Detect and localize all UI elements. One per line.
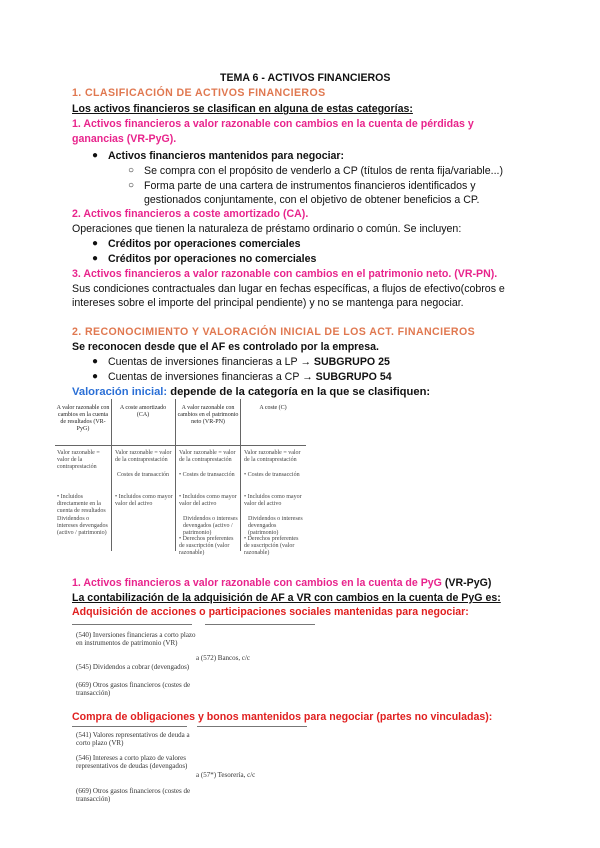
- bullet-icon: ●: [92, 253, 99, 264]
- category-2-bullet2: Créditos por operaciones no comerciales: [108, 253, 317, 265]
- table-cell: • Incluidos como mayor valor del activo: [244, 494, 302, 507]
- section-1-heading: 1. CLASIFICACIÓN DE ACTIVOS FINANCIEROS: [72, 87, 326, 99]
- category-1-bullet: Activos financieros mantenidos para negociar:: [108, 150, 345, 162]
- category-1-sub2b: gestionados conjuntamente, con el objetivo de obtener beneficios a CP.: [144, 194, 480, 206]
- journal-entry-2-debit-1: (541) Valores representativos de deuda a corto plazo (VR): [76, 731, 190, 747]
- subgroup-25: SUBGRUPO 25: [313, 356, 390, 368]
- contabilizacion-text: La contabilización de la adquisición de AF a VR con cambios en la cuenta de PyG es:: [72, 592, 501, 604]
- table-cell: Valor razonable = valor de la contraprestación: [244, 450, 301, 463]
- journal-entry-2-credit: a (57*) Tesorería, c/c: [196, 771, 256, 779]
- category-2-text: Operaciones que tienen la naturaleza de préstamo ordinario o común. Se incluyen:: [72, 223, 462, 235]
- classification-intro: Los activos financieros se clasifican en alguna de estas categorías:: [72, 103, 413, 115]
- table-header-divider: [55, 445, 306, 446]
- category-2: 2. Activos financieros a coste amortizado (CA).: [72, 208, 309, 220]
- category-2-bullet1: Créditos por operaciones comerciales: [108, 238, 301, 250]
- table-header-coste: A coste (C): [259, 405, 287, 411]
- subgroup-25-line: Cuentas de inversiones financieras a LP → SUBGRUPO 25: [108, 356, 390, 368]
- page-title: TEMA 6 - ACTIVOS FINANCIEROS: [220, 72, 391, 84]
- table-divider: [111, 399, 112, 551]
- category-1-line2: ganancias (VR-PyG).: [72, 133, 177, 145]
- journal-entry-1-credit: a (572) Bancos, c/c: [196, 654, 251, 662]
- circle-bullet-icon: ○: [128, 165, 135, 176]
- table-header-ca: A coste amortizado (CA): [119, 405, 167, 418]
- table-cell: • Incluidos como mayor valor del activo: [115, 494, 173, 507]
- subgroup-54: SUBGRUPO 54: [315, 371, 392, 383]
- category-1-line1: 1. Activos financieros a valor razonable con cambios en la cuenta de pérdidas y: [72, 118, 474, 130]
- adquisicion-heading: Adquisición de acciones o participaciones sociales mantenidas para negociar:: [72, 606, 469, 618]
- bullet-icon: ●: [92, 238, 99, 249]
- table-cell: Costes de transacción: [117, 472, 169, 478]
- bullet-icon: ●: [92, 356, 99, 367]
- table-cell: Dividendos o intereses devengados (activo / patrimonio): [183, 516, 238, 536]
- journal-entry-1-debit-2: (545) Dividendos a cobrar (devengados): [76, 663, 190, 671]
- category-3-text1: Sus condiciones contractuales dan lugar en fechas específicas, a flujos de efectivo(cobros e: [72, 283, 505, 295]
- section-3-heading: 1. Activos financieros a valor razonable con cambios en la cuenta de PyG (VR-PyG): [72, 577, 492, 589]
- entry-line: [72, 726, 187, 727]
- bullet-icon: ●: [92, 150, 99, 161]
- bullet-icon: ●: [92, 371, 99, 382]
- table-cell: Dividendos o intereses devengados (activo / patrimonio): [57, 516, 108, 536]
- table-divider: [175, 399, 176, 551]
- journal-entry-2-debit-3: (669) Otros gastos financieros (costes de transacción): [76, 787, 191, 803]
- compra-heading: Compra de obligaciones y bonos mantenidos para negociar (partes no vinculadas):: [72, 711, 493, 723]
- journal-entry-1-debit-3: (669) Otros gastos financieros (costes de transacción): [76, 681, 191, 697]
- table-cell: • Incluidos directamente en la cuenta de resultados: [57, 494, 106, 514]
- table-header-vr-pn: A valor razonable con cambios en el patrimonio neto (VR-PN): [177, 405, 239, 425]
- valoracion-label: Valoración inicial:: [72, 386, 168, 398]
- entry-line: [205, 624, 315, 625]
- journal-entry-2-debit-2: (546) Intereses a corto plazo de valores representativos de deudas (devengados): [76, 754, 188, 770]
- category-1-sub1: Se compra con el propósito de venderlo a CP (títulos de renta fija/variable...): [144, 165, 504, 177]
- table-cell: Dividendos o intereses devengados (patrimonio): [248, 516, 303, 536]
- valuation-table: [55, 399, 306, 556]
- category-3: 3. Activos financieros a valor razonable con cambios en el patrimonio neto. (VR-PN).: [72, 268, 498, 280]
- recognition-text: Se reconocen desde que el AF es controlado por la empresa.: [72, 341, 379, 353]
- section-2-heading: 2. RECONOCIMIENTO Y VALORACIÓN INICIAL DE LOS ACT. FINANCIEROS: [72, 326, 476, 338]
- circle-bullet-icon: ○: [128, 180, 135, 191]
- valoracion-inicial-line: Valoración inicial: depende de la categoría en la que se clasifiquen:: [72, 386, 431, 398]
- entry-line: [72, 624, 192, 625]
- entry-line: [197, 726, 307, 727]
- subgroup-54-line: Cuentas de inversiones financieras a CP → SUBGRUPO 54: [108, 371, 392, 383]
- table-cell: • Costes de transacción: [179, 472, 235, 478]
- category-1-sub2a: Forma parte de una cartera de instrumentos financieros identificados y: [144, 180, 476, 192]
- table-cell: Valor razonable = valor de la contraprestación: [57, 450, 100, 470]
- table-cell: • Costes de transacción: [244, 472, 300, 478]
- category-3-text2: intereses sobre el importe del principal pendiente) y no se mantenga para negociar.: [72, 297, 464, 309]
- table-cell: Valor razonable = valor de la contraprestación: [115, 450, 172, 463]
- table-cell: • Incluidos como mayor valor del activo: [179, 494, 237, 507]
- table-cell: Valor razonable = valor de la contraprestación: [179, 450, 236, 463]
- journal-entry-1-debit-1: (540) Inversiones financieras a corto plazo en instrumentos de patrimonio (VR): [76, 631, 196, 647]
- table-header-vr-pyg: A valor razonable con cambios en la cuenta de resultados (VR-PyG): [56, 405, 110, 432]
- table-cell: • Derechos preferentes de suscripción (valor razonable): [179, 536, 234, 556]
- table-cell: • Derechos preferentes de suscripción (valor razonable): [244, 536, 299, 556]
- table-divider: [240, 399, 241, 551]
